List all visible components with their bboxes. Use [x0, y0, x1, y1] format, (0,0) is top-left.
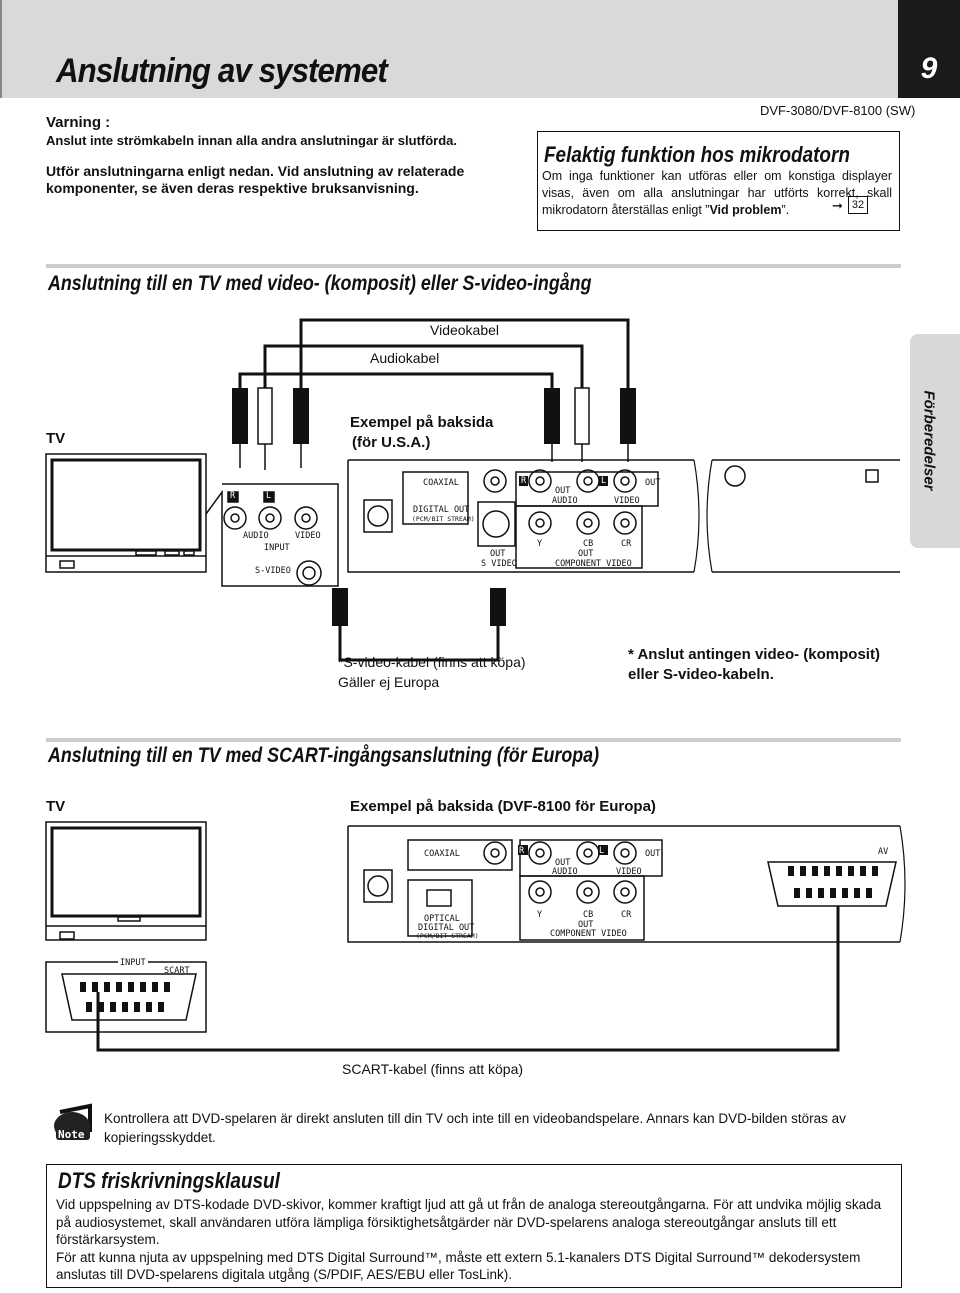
dts-text	[56, 1196, 894, 1284]
svideo-cable-label: *S-video-kabel (finns att köpa)	[338, 654, 526, 670]
either-note: * Anslut antingen video- (komposit) eller S-video-kabeln.	[628, 646, 880, 683]
example1-sub: (för U.S.A.)	[352, 434, 431, 451]
coaxial-label: COAXIAL	[423, 478, 459, 488]
note-text: Kontrollera att DVD-spelaren är direkt ansluten till din TV och inte till en videobandspelare. Annars kan DVD-bilden störas av kopieringsskyddet.	[104, 1111, 846, 1145]
player-l-label: L	[601, 476, 607, 486]
audio-label: AUDIO	[552, 496, 578, 506]
scart-pins-player	[788, 866, 878, 898]
component-video-label: COMPONENT VIDEO	[555, 559, 632, 569]
s2-pcm-label: (PCM/BIT STREAM)	[416, 932, 479, 940]
arrow-icon: ➞	[832, 198, 843, 213]
tv-svideo-label: S-VIDEO	[255, 566, 291, 576]
fault-ref-label: Vid problem	[709, 203, 782, 217]
s2-audio-out-label: OUT	[555, 858, 571, 868]
page-title: Anslutning av systemet	[56, 52, 387, 90]
s2-component-out-label: OUT	[578, 920, 594, 930]
s-video-label: S VIDEO	[481, 559, 517, 569]
y-label: Y	[537, 539, 543, 549]
not-europe-label: Gäller ej Europa	[338, 674, 440, 690]
audio-out-label: OUT	[555, 486, 571, 496]
example2-label: Exempel på baksida (DVF-8100 för Europa)	[350, 798, 656, 815]
tv2-frame	[46, 822, 206, 940]
s2-cr-label: CR	[621, 910, 632, 920]
pcm-label: (PCM/BIT STREAM)	[412, 515, 475, 523]
s2-digital-out-label: DIGITAL OUT	[418, 923, 475, 933]
cb-label: CB	[583, 539, 594, 549]
section2-title: Anslutning till en TV med SCART-ingångsanslutning (för Europa)	[48, 744, 600, 767]
dts-paragraph-2: För att kunna njuta av uppspelning med DTS Digital Surround™, måste ett extern 5.1-kanalers DTS Digital Surround™ dekodersystem anslutas till DVD-spelarens digitala utgång (S/PDIF, AES/EBU eller TosLink).	[56, 1249, 861, 1282]
s2-y-label: Y	[537, 910, 543, 920]
tv-scart-label: SCART	[164, 966, 190, 976]
player-r-label: R	[521, 476, 527, 486]
s-out-label: OUT	[490, 549, 506, 559]
scart-cable-label: SCART-kabel (finns att köpa)	[342, 1061, 524, 1077]
digital-out-label: DIGITAL OUT	[413, 505, 470, 515]
tv1-frame	[46, 454, 206, 572]
s2-component-video-label: COMPONENT VIDEO	[550, 929, 627, 939]
fault-text: Om inga funktioner kan utföras eller om konstiga displayer visas, även om alla anslutningar har utförts korrekt, skall mikrodatorn återställas enligt ”Vid problem”.	[542, 169, 892, 217]
tv-audio-label: AUDIO	[243, 531, 269, 541]
example1-label: Exempel på baksida	[350, 414, 494, 431]
s2-cb-label: CB	[583, 910, 594, 920]
s2-l-label: L	[599, 846, 605, 856]
dts-paragraph-1: Vid uppspelning av DTS-kodade DVD-skivor, kommer kraftigt ljud att gå ut från de analoga stereoutgångarna. För att undvika möjlig skada på audiosystemet, skall användaren utföra lämpliga försiktighetsåtgärder när DVD-spelarens analoga stereoutgångar ansluts till ett förstärkarsystem.	[56, 1197, 882, 1247]
model-number: DVF-3080/DVF-8100 (SW)	[760, 103, 916, 118]
video-out-label: OUT	[645, 478, 661, 488]
scart-pins-tv	[80, 982, 170, 1012]
tv2-label: TV	[46, 798, 66, 815]
page-ref-icon: 32	[848, 196, 868, 214]
s2-audio-label: AUDIO	[552, 867, 578, 877]
instructions: Utför anslutningarna enligt nedan. Vid anslutning av relaterade komponenter, se även deras respektive bruksanvisning.	[46, 163, 465, 196]
av-label: AV	[878, 847, 889, 857]
page-number: 9	[920, 52, 938, 85]
fault-title: Felaktig funktion hos mikrodatorn	[544, 142, 850, 167]
s2-coaxial-label: COAXIAL	[424, 849, 460, 859]
tv1-label: TV	[46, 430, 66, 447]
tv-input-label: INPUT	[264, 543, 290, 553]
tv-video-label: VIDEO	[295, 531, 321, 541]
warning-heading: Varning :	[46, 114, 111, 131]
s2-video-out-label: OUT	[645, 849, 661, 859]
side-tab-label: Förberedelser	[920, 390, 938, 491]
tv-r-label: R	[230, 491, 236, 501]
note-icon: Note	[58, 1128, 85, 1141]
component-out-label: OUT	[578, 549, 594, 559]
audiokabel-label: Audiokabel	[370, 350, 440, 366]
video-label: VIDEO	[614, 496, 640, 506]
warning-text: Anslut inte strömkabeln innan alla andra anslutningar är slutförda.	[46, 133, 458, 148]
tv-scart-input-label: INPUT	[120, 958, 146, 968]
tv-l-label: L	[266, 491, 272, 501]
cr-label: CR	[621, 539, 632, 549]
optical-label: OPTICAL	[424, 914, 460, 924]
dts-title: DTS friskrivningsklausul	[58, 1168, 280, 1193]
s2-r-label: R	[519, 846, 525, 856]
videokabel-label: Videokabel	[430, 322, 500, 338]
s2-video-label: VIDEO	[616, 867, 642, 877]
section1-title: Anslutning till en TV med video- (komposit) eller S-video-ingång	[48, 272, 592, 295]
